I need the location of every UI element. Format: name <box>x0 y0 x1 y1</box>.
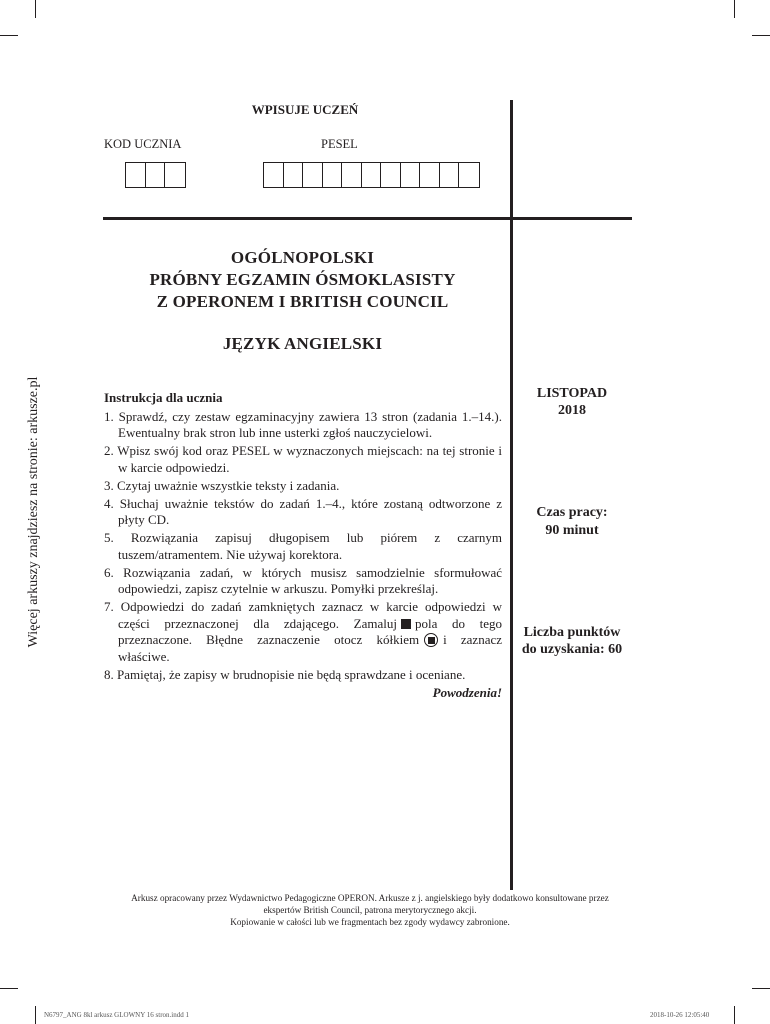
crop-mark <box>734 0 735 18</box>
print-slug-date: 2018-10-26 12:05:40 <box>650 1011 710 1019</box>
time-label: Czas pracy: <box>536 505 608 520</box>
points-label: Liczba punktów <box>523 625 621 640</box>
wpisuje-uczen-heading: WPISUJE UCZEŃ <box>251 102 359 117</box>
title-line-2: PRÓBNY EGZAMIN ÓSMOKLASISTY <box>149 270 456 289</box>
circled-square-icon <box>424 633 438 647</box>
footer-note <box>90 892 650 928</box>
code-box-cell[interactable] <box>146 163 166 187</box>
pesel-box-cell[interactable] <box>323 163 343 187</box>
code-box-cell[interactable] <box>126 163 146 187</box>
pesel-box-cell[interactable] <box>284 163 304 187</box>
instructions-block <box>104 390 502 701</box>
pesel-boxes[interactable] <box>263 162 480 188</box>
exam-year: 2018 <box>558 403 586 418</box>
pesel-box-cell[interactable] <box>362 163 382 187</box>
time-value: 90 minut <box>545 523 599 538</box>
horizontal-rule <box>103 217 632 220</box>
crop-mark <box>35 0 36 18</box>
instruction-7-part1: 7. Odpowiedzi do zadań zamkniętych zaznacz w karcie odpowiedzi w części przeznaczonej dla zdającego. Zamaluj <box>104 599 502 631</box>
crop-mark <box>752 35 770 36</box>
footer-line-1: Arkusz opracowany przez Wydawnictwo Pedagogiczne OPERON. Arkusze z j. angielskiego były dodatkowo konsultowane przez <box>131 893 609 903</box>
pesel-box-cell[interactable] <box>264 163 284 187</box>
title-line-1: OGÓLNOPOLSKI <box>230 248 375 267</box>
kod-ucznia-boxes[interactable] <box>125 162 186 188</box>
instruction-item: 6. Rozwiązania zadań, w których musisz samodzielnie sformułować odpowiedzi, zapisz czytelnie w arkuszu. Pomyłki przekreślaj. <box>104 564 502 596</box>
crop-mark <box>0 35 18 36</box>
pesel-box-cell[interactable] <box>440 163 460 187</box>
instruction-item: 1. Sprawdź, czy zestaw egzaminacyjny zawiera 13 stron (zadania 1.–14.). Ewentualny brak stron lub inne usterki zgłoś nauczycielowi. <box>104 408 502 440</box>
points-value: do uzyskania: 60 <box>521 642 623 657</box>
subject-title: JĘZYK ANGIELSKI <box>222 334 383 353</box>
vertical-rule <box>510 100 513 890</box>
title-line-3: Z OPERONEM I BRITISH COUNCIL <box>156 292 449 311</box>
crop-mark <box>0 988 18 989</box>
side-website-note <box>26 377 42 648</box>
pesel-box-cell[interactable] <box>342 163 362 187</box>
instruction-item: 4. Słuchaj uważnie tekstów do zadań 1.–4., które zostaną odtworzone z płyty CD. <box>104 495 502 527</box>
pesel-box-cell[interactable] <box>401 163 421 187</box>
code-box-cell[interactable] <box>165 163 185 187</box>
pesel-box-cell[interactable] <box>459 163 479 187</box>
footer-line-2: ekspertów British Council, patrona merytorycznego akcji. <box>263 905 477 915</box>
pesel-box-cell[interactable] <box>303 163 323 187</box>
filled-square-icon <box>401 619 411 629</box>
pesel-box-cell[interactable] <box>420 163 440 187</box>
exam-month: LISTOPAD <box>536 386 608 401</box>
side-note-text: Więcej arkuszy znajdziesz na stronie: arkusze.pl <box>26 376 41 648</box>
pesel-label: PESEL <box>321 137 358 151</box>
instructions-heading: Instrukcja dla ucznia <box>104 390 223 405</box>
print-slug-file: N6797_ANG 8kl arkusz GLOWNY 16 stron.indd 1 <box>44 1011 189 1019</box>
crop-mark <box>35 1006 36 1024</box>
instruction-item: 2. Wpisz swój kod oraz PESEL w wyznaczonych miejscach: na tej stronie i w karcie odpowiedzi. <box>104 443 502 475</box>
kod-ucznia-label: KOD UCZNIA <box>104 137 182 151</box>
footer-line-3: Kopiowanie w całości lub we fragmentach bez zgody wydawcy zabronione. <box>230 917 510 927</box>
instruction-item-7 <box>104 599 502 665</box>
instruction-7-part2: pola do tego przeznaczone. Błędne zaznaczenie otocz kółkiem <box>118 615 502 647</box>
crop-mark <box>752 988 770 989</box>
instruction-item: 8. Pamiętaj, że zapisy w brudnopisie nie będą sprawdzane i oceniane. <box>104 666 466 682</box>
instruction-item: 3. Czytaj uważnie wszystkie teksty i zadania. <box>104 477 340 493</box>
crop-mark <box>734 1006 735 1024</box>
instruction-item: 5. Rozwiązania zapisuj długopisem lub piórem z czarnym tuszem/atramentem. Nie używaj korektora. <box>104 530 502 562</box>
pesel-box-cell[interactable] <box>381 163 401 187</box>
instruction-7-part3: i zaznacz właściwe. <box>118 632 502 664</box>
good-luck-text: Powodzenia! <box>432 684 502 700</box>
